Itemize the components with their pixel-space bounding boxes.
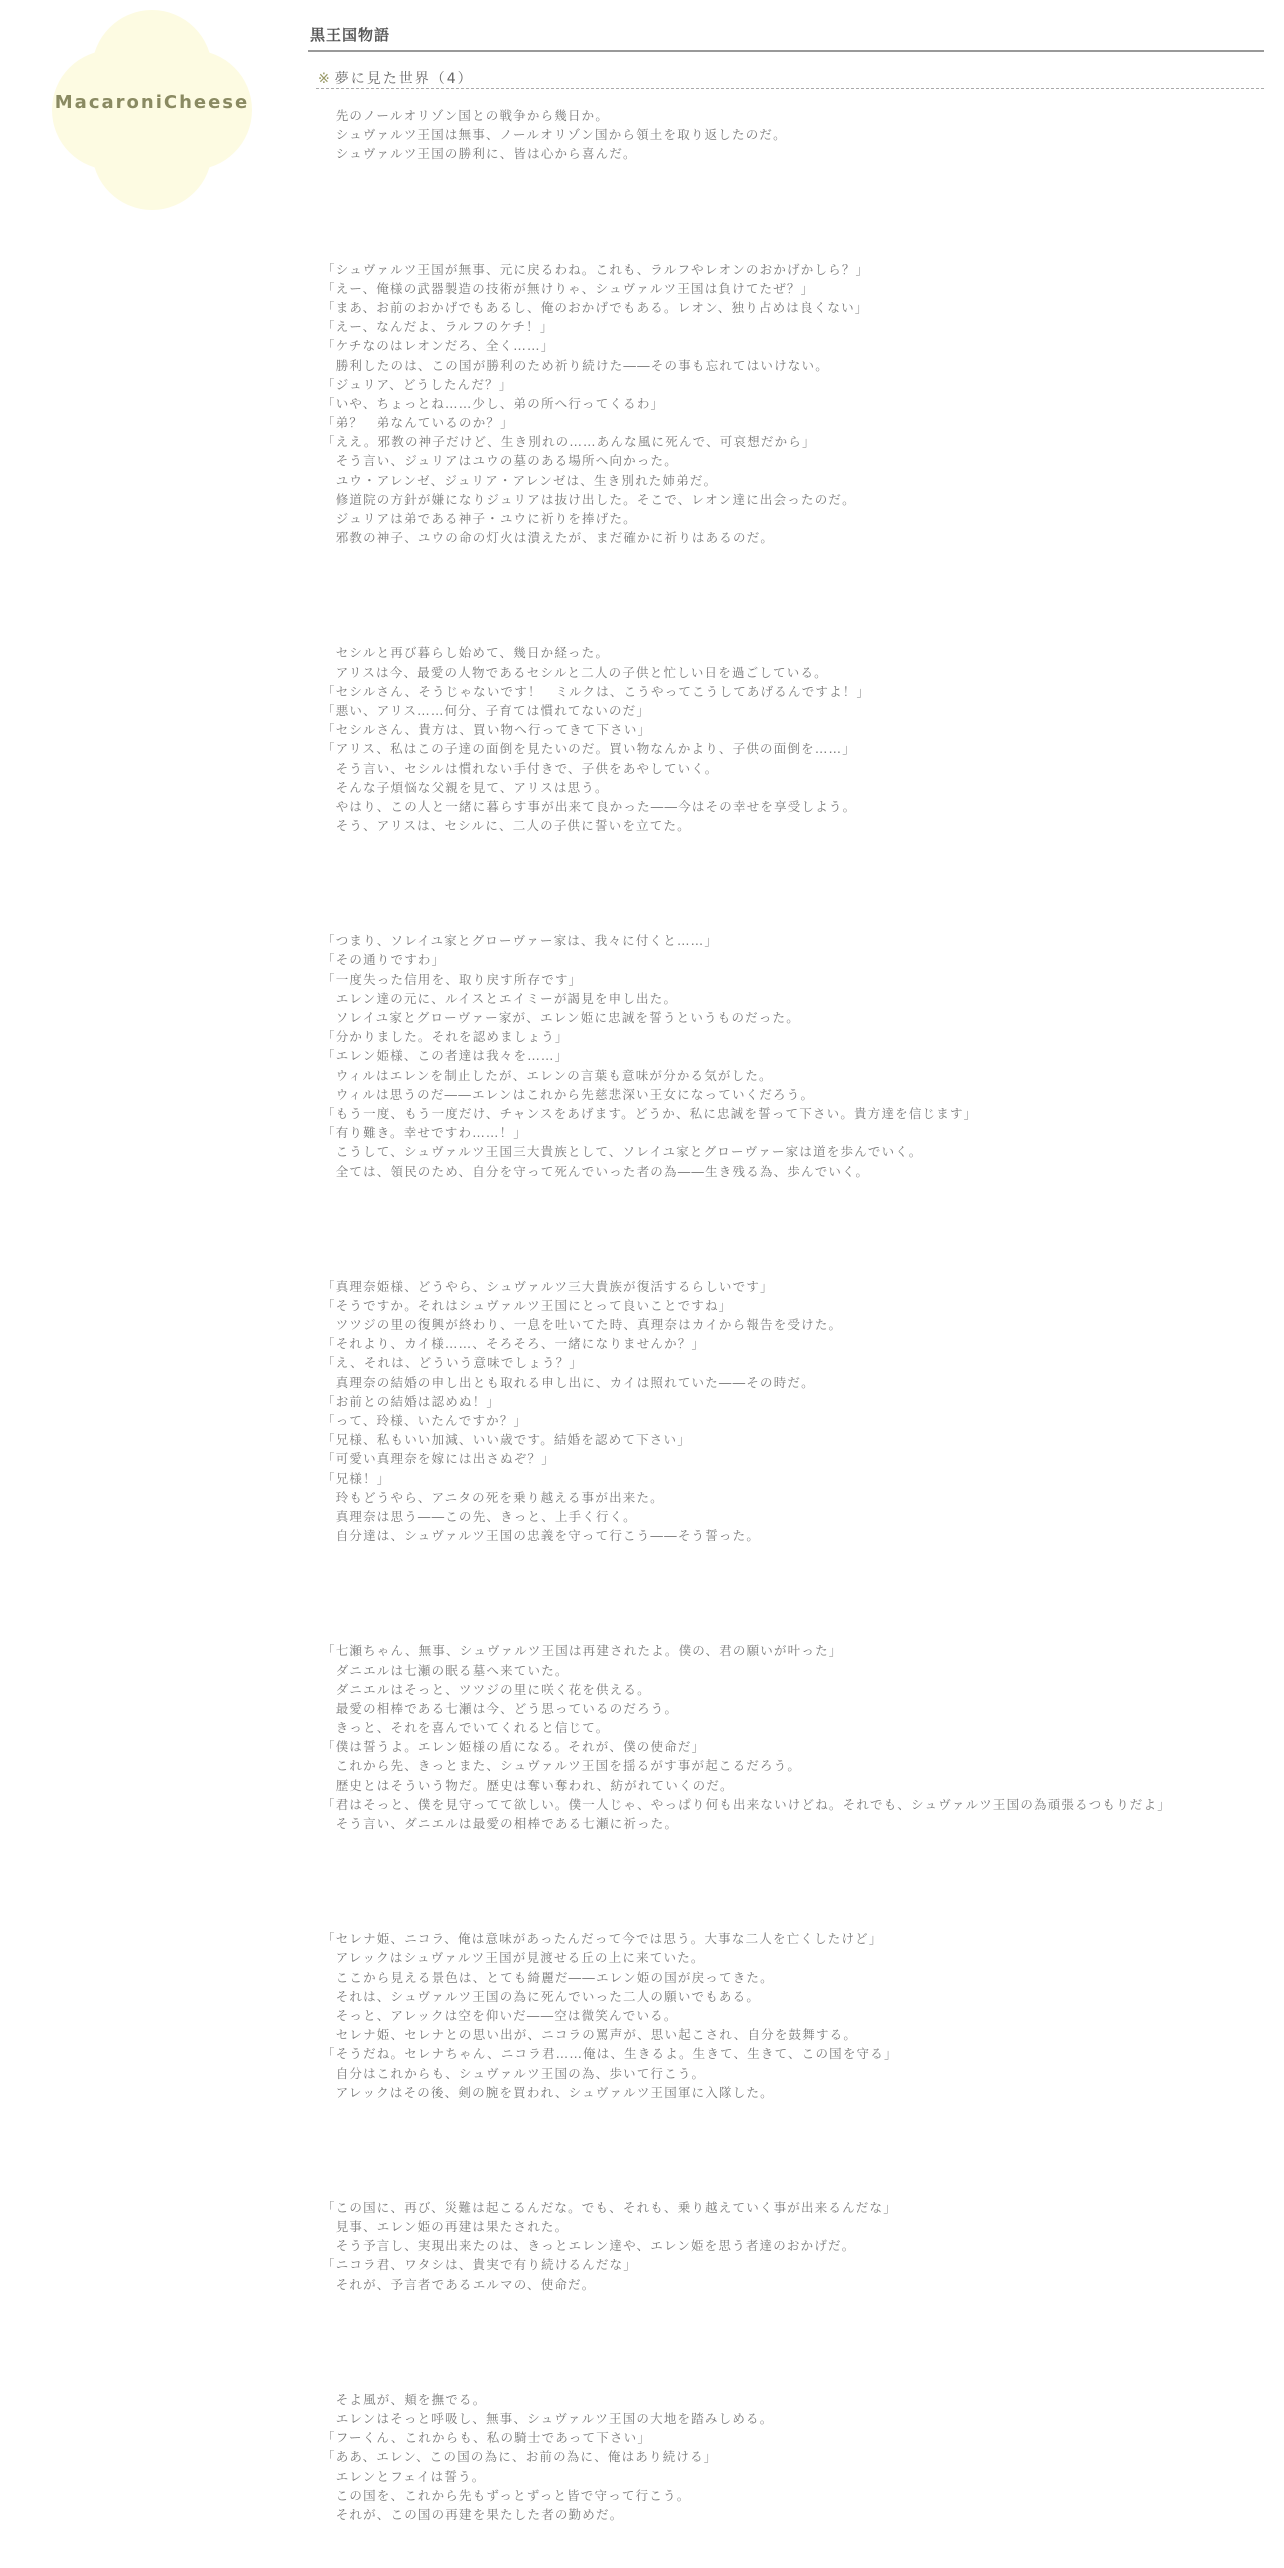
story-line: 「えー、俺様の武器製造の技術が無けりゃ、シュヴァルツ王国は負けてたぜ？」 xyxy=(322,280,815,296)
story-paragraph xyxy=(322,2198,1262,2294)
story-line: 玲もどうやら、アニタの死を乗り越える事が出来た。 xyxy=(322,1489,664,1505)
story-line: アレックはその後、剣の腕を買われ、シュヴァルツ王国軍に入隊した。 xyxy=(322,2084,774,2100)
story-line: ダニエルは七瀬の眠る墓へ来ていた。 xyxy=(322,1662,569,1678)
story-line: 「お前との結婚は認めぬ！」 xyxy=(322,1393,501,1409)
story-paragraph xyxy=(322,1929,1262,2102)
story-line: 「ええ。邪教の神子だけど、生き別れの……あんな風に死んで、可哀想だから」 xyxy=(322,434,816,450)
story-line: この国を、これから先もずっとずっと皆で守って行こう。 xyxy=(322,2487,691,2503)
story-line: 「僕は誓うよ。エレン姫様の盾になる。それが、僕の使命だ」 xyxy=(322,1739,706,1755)
story-line: 「ジュリア、どうしたんだ？」 xyxy=(322,376,513,392)
story-line: 「セレナ姫、ニコラ、俺は意味があったんだって今では思う。大事な二人を亡くしたけど」 xyxy=(322,1931,883,1947)
story-paragraph xyxy=(322,1277,1262,1546)
story-paragraph xyxy=(322,1641,1262,1833)
story-line: ツツジの里の復興が終わり、一息を吐いてた時、真理奈はカイから報告を受けた。 xyxy=(322,1317,843,1333)
story-line: 「そうですか。それはシュヴァルツ王国にとって良いことですね」 xyxy=(322,1297,733,1313)
story-line: 真理奈の結婚の申し出とも取れる申し出に、カイは照れていた――その時だ。 xyxy=(322,1374,815,1390)
story-line: そう言い、セシルは慣れない手付きで、子供をあやしていく。 xyxy=(322,760,719,776)
story-line: ダニエルはそっと、ツツジの里に咲く花を供える。 xyxy=(322,1681,651,1697)
story-line: 「その通りですわ」 xyxy=(322,952,446,968)
story-line: シュヴァルツ王国は無事、ノールオリゾン国から領土を取り返したのだ。 xyxy=(322,127,787,143)
chapter-divider xyxy=(316,88,1264,89)
story-line: 「えー、なんだよ、ラルフのケチ！」 xyxy=(322,319,554,335)
story-line: それが、この国の再建を果たした者の勤めだ。 xyxy=(322,2506,624,2522)
chapter-mark: ※ xyxy=(318,71,332,87)
story-body xyxy=(322,106,1262,2524)
story-line: 「七瀬ちゃん、無事、シュヴァルツ王国は再建されたよ。僕の、君の願いが叶った」 xyxy=(322,1643,843,1659)
story-line: アリスは今、最愛の人物であるセシルと二人の子供と忙しい日を過ごしている。 xyxy=(322,664,828,680)
story-line: 先のノールオリゾン国との戦争から幾日か。 xyxy=(322,108,610,123)
story-line: 「セシルさん、そうじゃないです！ ミルクは、こうやってこうしてあげるんですよ！」 xyxy=(322,683,871,699)
story-line: 「ああ、エレン、この国の為に、お前の為に、俺はあり続ける」 xyxy=(322,2449,718,2465)
story-line: 真理奈は思う――この先、きっと、上手く行く。 xyxy=(322,1508,637,1524)
story-line: きっと、それを喜んでいてくれると信じて。 xyxy=(322,1720,610,1736)
story-line: エレンはそっと呼吸し、無事、シュヴァルツ王国の大地を踏みしめる。 xyxy=(322,2411,774,2426)
story-line: 「って、玲様、いたんですか？」 xyxy=(322,1413,528,1428)
story-line: 「それより、カイ様……、そろそろ、一緒になりませんか？」 xyxy=(322,1336,706,1352)
story-line: それは、シュヴァルツ王国の為に死んでいった二人の願いでもある。 xyxy=(322,1988,761,2004)
story-line: 「まあ、お前のおかげでもあるし、俺のおかげでもある。レオン、独り占めは良くない」 xyxy=(322,299,869,315)
story-line: 「エレン姫様、この者達は我々を……」 xyxy=(322,1048,569,1064)
story-line: 「この国に、再び、災難は起こるんだな。でも、それも、乗り越えていく事が出来るんだな」 xyxy=(322,2199,897,2215)
story-line: ここから見える景色は、とても綺麗だ――エレン姫の国が戻ってきた。 xyxy=(322,1969,774,1985)
story-line: 「いや、ちょっとね……少し、弟の所へ行ってくるわ」 xyxy=(322,395,665,411)
story-paragraph xyxy=(322,2390,1262,2524)
story-line: そっと、アレックは空を仰いだ――空は微笑んでいる。 xyxy=(322,2007,678,2023)
story-line: 「兄様！」 xyxy=(322,1470,391,1486)
story-line: アレックはシュヴァルツ王国が見渡せる丘の上に来ていた。 xyxy=(322,1950,705,1966)
story-line: ソレイユ家とグローヴァー家が、エレン姫に忠誠を誓うというものだった。 xyxy=(322,1010,800,1025)
story-line: それが、予言者であるエルマの、使命だ。 xyxy=(322,2276,596,2292)
story-line: 「そうだね。セレナちゃん、ニコラ君……俺は、生きるよ。生きて、生きて、この国を守る」 xyxy=(322,2046,898,2062)
story-line: 「セシルさん、貴方は、買い物へ行ってきて下さい」 xyxy=(322,722,652,738)
story-line: やはり、この人と一緒に暮らす事が出来て良かった――今はその幸せを享受しよう。 xyxy=(322,798,857,814)
story-line: これから先、きっとまた、シュヴァルツ王国を揺るがす事が起こるだろう。 xyxy=(322,1758,802,1774)
story-line: 「フーくん、これからも、私の騎士であって下さい」 xyxy=(322,2430,652,2446)
story-line: そう言い、ジュリアはユウの墓のある場所へ向かった。 xyxy=(322,453,678,469)
story-line: 全ては、領民のため、自分を守って死んでいった者の為――生き残る為、歩んでいく。 xyxy=(322,1163,870,1179)
story-line: 「一度失った信用を、取り戻す所存です」 xyxy=(322,971,583,987)
story-line: 「兄様、私もいい加減、いい歳です。結婚を認めて下さい」 xyxy=(322,1432,691,1448)
story-line: 「え、それは、どういう意味でしょう？」 xyxy=(322,1355,584,1371)
story-line: 勝利したのは、この国が勝利のため祈り続けた――その事も忘れてはいけない。 xyxy=(322,357,829,373)
chapter-heading xyxy=(318,68,474,88)
story-line: 歴史とはそういう物だ。歴史は奪い奪われ、紡がれていくのだ。 xyxy=(322,1777,734,1793)
story-line: そう予言し、実現出来たのは、きっとエレン達や、エレン姫を思う者達のおかげだ。 xyxy=(322,2238,856,2254)
story-line: ユウ・アレンゼ、ジュリア・アレンゼは、生き別れた姉弟だ。 xyxy=(322,472,718,488)
story-paragraph xyxy=(322,106,1262,164)
story-line: こうして、シュヴァルツ王国三大貴族として、ソレイユ家とグローヴァー家は道を歩んでいく。 xyxy=(322,1144,923,1160)
story-line: 「ケチなのはレオンだろ、全く……」 xyxy=(322,338,555,354)
story-line: 「アリス、私はこの子達の面倒を見たいのだ。買い物なんかより、子供の面倒を……」 xyxy=(322,741,856,757)
story-line: 「分かりました。それを認めましょう」 xyxy=(322,1029,569,1045)
title-divider xyxy=(308,50,1264,52)
story-paragraph xyxy=(322,260,1262,548)
story-line: 「真理奈姫様、どうやら、シュヴァルツ三大貴族が復活するらしいです」 xyxy=(322,1278,774,1294)
story-line: 「ニコラ君、ワタシは、貴実で有り続けるんだな」 xyxy=(322,2257,637,2273)
logo-text: MacaroniCheese xyxy=(54,92,250,113)
story-line: エレンとフェイは誓う。 xyxy=(322,2468,486,2484)
story-line: 邪教の神子、ユウの命の灯火は潰えたが、まだ確かに祈りはあるのだ。 xyxy=(322,530,775,546)
story-line: エレン達の元に、ルイスとエイミーが謁見を申し出た。 xyxy=(322,990,678,1006)
chapter-title: 夢に見た世界（4） xyxy=(334,71,474,87)
story-line: そよ風が、頬を撫でる。 xyxy=(322,2391,487,2407)
story-paragraph xyxy=(322,643,1262,835)
story-line: 修道院の方針が嫌になりジュリアは抜け出した。そこで、レオン達に出会ったのだ。 xyxy=(322,491,856,507)
story-line: 「君はそっと、僕を見守ってて欲しい。僕一人じゃ、やっぱり何も出来ないけどね。それでも、シュヴァルツ王国の為頑張るつもりだよ」 xyxy=(322,1796,1171,1812)
story-line: 自分達は、シュヴァルツ王国の忠義を守って行こう――そう誓った。 xyxy=(322,1528,761,1544)
story-line: そう、アリスは、セシルに、二人の子供に誓いを立てた。 xyxy=(322,818,691,834)
story-line: 「可愛い真理奈を嫁には出さぬぞ？」 xyxy=(322,1451,555,1467)
story-line: ウィルはエレンを制止したが、エレンの言葉も意味が分かる気がした。 xyxy=(322,1067,773,1083)
story-line: ウィルは思うのだ――エレンはこれから先慈悲深い王女になっていくだろう。 xyxy=(322,1086,815,1102)
story-line: 自分はこれからも、シュヴァルツ王国の為、歩いて行こう。 xyxy=(322,2065,706,2081)
story-paragraph xyxy=(322,931,1262,1180)
story-line: セシルと再び暮らし始めて、幾日か経った。 xyxy=(322,645,610,661)
story-line: 「弟？ 弟なんているのか？」 xyxy=(322,415,514,431)
story-line: 「悪い、アリス……何分、子育ては慣れてないのだ」 xyxy=(322,702,651,718)
story-line: ジュリアは弟である神子・ユウに祈りを捧げた。 xyxy=(322,511,637,526)
story-line: 「有り難き。幸せですわ……！」 xyxy=(322,1125,528,1141)
site-logo[interactable] xyxy=(52,10,252,210)
story-line: シュヴァルツ王国の勝利に、皆は心から喜んだ。 xyxy=(322,146,637,162)
story-line: 「シュヴァルツ王国が無事、元に戻るわね。これも、ラルフやレオンのおかげかしら？」 xyxy=(322,261,870,277)
story-line: 「つまり、ソレイユ家とグローヴァー家は、我々に付くと……」 xyxy=(322,933,719,949)
story-line: セレナ姫、セレナとの思い出が、ニコラの罵声が、思い起こされ、自分を鼓舞する。 xyxy=(322,2027,858,2043)
story-line: そう言い、ダニエルは最愛の相棒である七瀬に祈った。 xyxy=(322,1816,679,1831)
story-line: 「もう一度、もう一度だけ、チャンスをあげます。どうか、私に忠誠を誓って下さい。貴方達を信じます」 xyxy=(322,1105,978,1121)
story-line: そんな子煩悩な父親を見て、アリスは思う。 xyxy=(322,779,609,795)
story-line: 見事、エレン姫の再建は果たされた。 xyxy=(322,2219,569,2235)
story-line: 最愛の相棒である七瀬は今、どう思っているのだろう。 xyxy=(322,1700,679,1716)
site-title: 黒王国物語 xyxy=(310,26,391,44)
